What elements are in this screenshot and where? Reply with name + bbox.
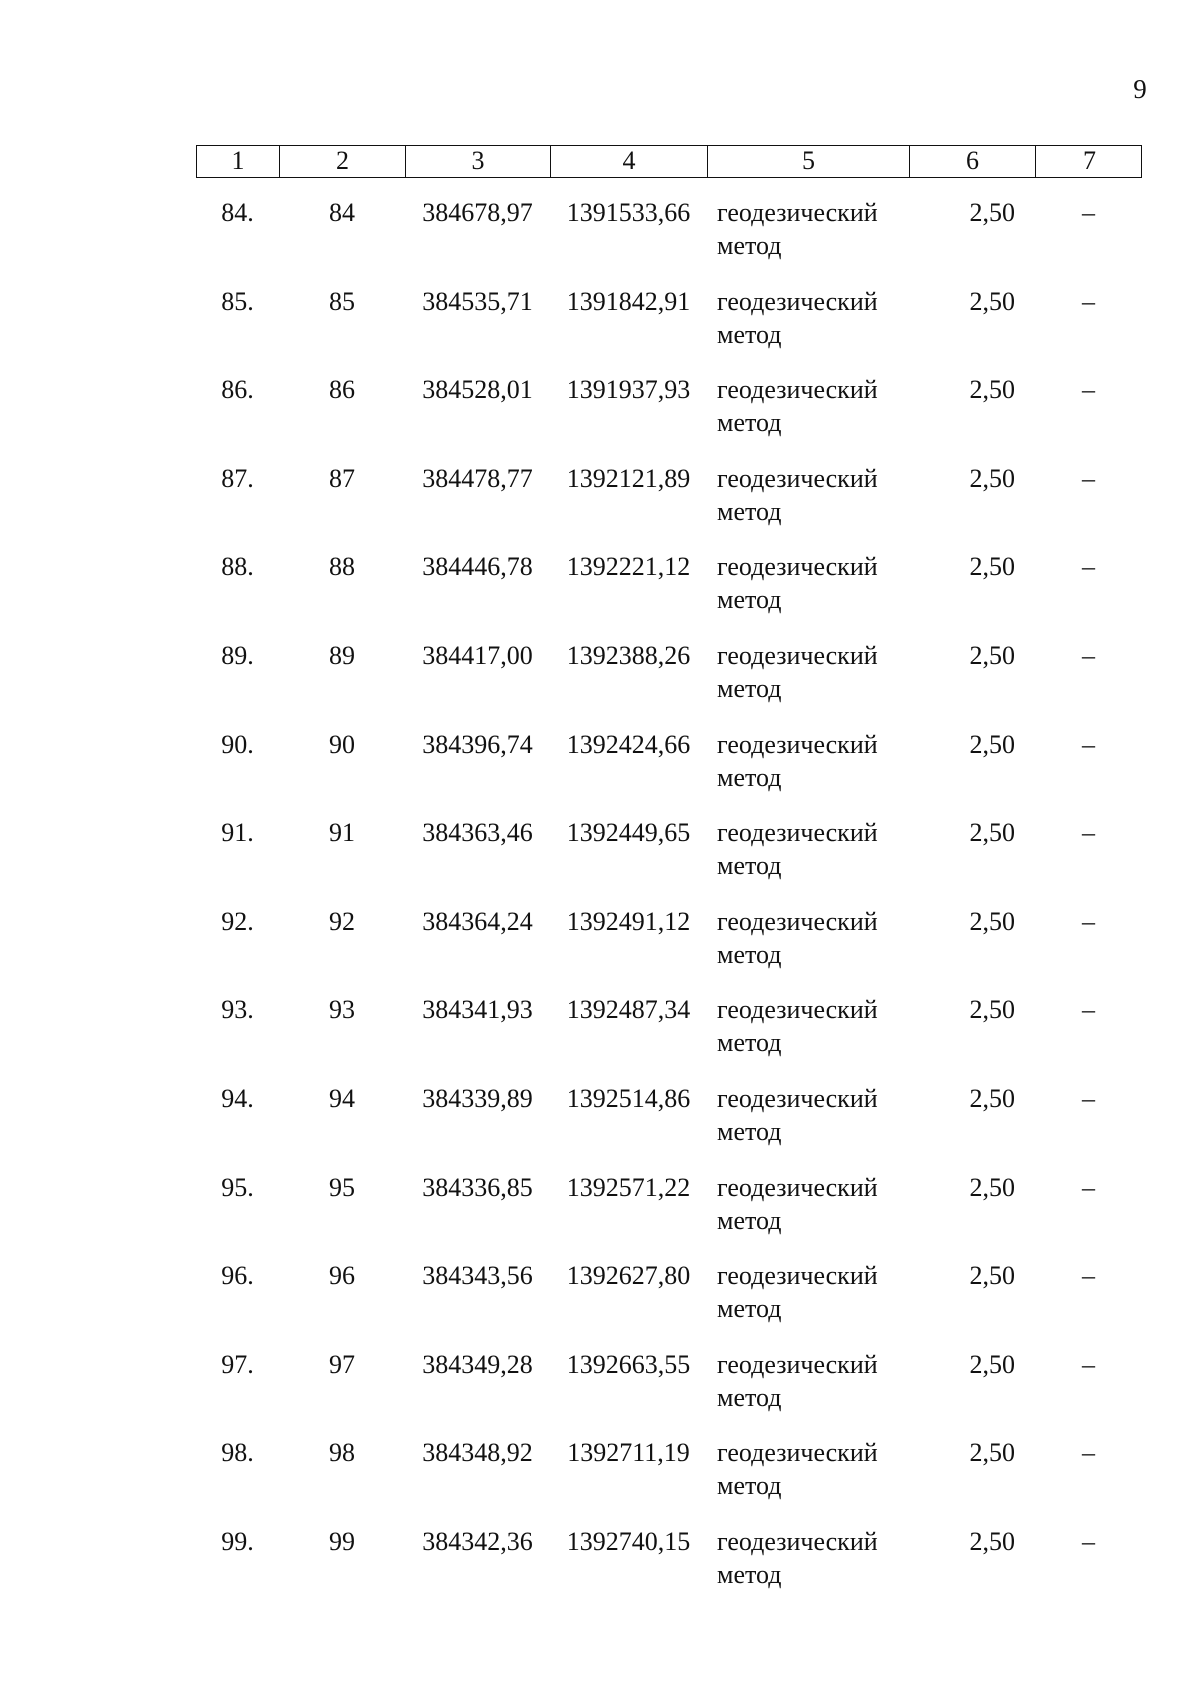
table-row [196,1348,1142,1437]
row-number: 86. [221,375,254,405]
header-cell-3: 3 [406,146,551,177]
point-id: 99 [329,1526,355,1556]
method-line-2: метод [717,1028,782,1058]
header-cell-4: 4 [551,146,708,177]
method-line-2: метод [717,851,782,881]
accuracy: 2,50 [969,729,1015,759]
note: – [1082,286,1095,316]
method-line-1: геодезический [717,729,878,759]
table-row [196,196,1142,285]
table-row [196,728,1142,817]
method [707,285,909,374]
accuracy: 2,50 [969,818,1015,848]
method-line-2: метод [717,1559,782,1589]
coordinate-x: 384363,46 [422,818,533,848]
row-number: 93. [221,995,254,1025]
point-id: 96 [329,1261,355,1291]
method-line-1: геодезический [717,375,878,405]
method [707,905,909,994]
note: – [1082,729,1095,759]
method-line-2: метод [717,762,782,792]
method-line-2: метод [717,408,782,438]
method-line-2: метод [717,1294,782,1324]
coordinate-x: 384678,97 [422,198,533,227]
method-line-2: метод [717,939,782,969]
accuracy: 2,50 [969,1083,1015,1113]
method-line-2: метод [717,319,782,349]
method [707,196,909,285]
accuracy: 2,50 [969,1261,1015,1291]
coordinate-y: 1392449,65 [566,818,691,848]
table-row [196,1171,1142,1260]
coordinate-y: 1392571,22 [566,1172,691,1202]
method-line-1: геодезический [717,1349,878,1379]
method [707,1171,909,1260]
method [707,1259,909,1348]
coordinate-y: 1391937,93 [566,375,691,405]
coordinate-y: 1392491,12 [566,906,691,936]
note: – [1082,198,1095,227]
row-number: 88. [221,552,254,582]
coordinate-x: 384528,01 [422,375,533,405]
method [707,373,909,462]
row-number: 87. [221,463,254,493]
coordinate-x: 384342,36 [422,1526,533,1556]
header-cell-1: 1 [197,146,280,177]
method-line-2: метод [717,1471,782,1501]
note: – [1082,640,1095,670]
row-number: 98. [221,1438,254,1468]
point-id: 90 [329,729,355,759]
coordinate-x: 384349,28 [422,1349,533,1379]
method-line-2: метод [717,231,782,260]
row-number: 89. [221,640,254,670]
table-row [196,1082,1142,1171]
table-row [196,373,1142,462]
method-line-1: геодезический [717,818,878,848]
note: – [1082,1261,1095,1291]
method-line-1: геодезический [717,552,878,582]
coordinate-y: 1391533,66 [566,198,691,227]
coordinate-x: 384396,74 [422,729,533,759]
point-id: 94 [329,1083,355,1113]
coordinate-y: 1392121,89 [566,463,691,493]
table-row [196,1436,1142,1525]
point-id: 97 [329,1349,355,1379]
row-number: 94. [221,1083,254,1113]
method-line-1: геодезический [717,286,878,316]
row-number: 84. [221,198,254,227]
method-line-1: геодезический [717,198,878,227]
note: – [1082,818,1095,848]
coordinate-y: 1392424,66 [566,729,691,759]
method-line-1: геодезический [717,463,878,493]
point-id: 95 [329,1172,355,1202]
row-number: 97. [221,1349,254,1379]
note: – [1082,1526,1095,1556]
coordinate-y: 1392388,26 [566,640,691,670]
method [707,993,909,1082]
point-id: 91 [329,818,355,848]
method-line-1: геодезический [717,640,878,670]
method-line-1: геодезический [717,995,878,1025]
method-line-2: метод [717,585,782,615]
method-line-2: метод [717,673,782,703]
method [707,550,909,639]
method-line-1: геодезический [717,1526,878,1556]
note: – [1082,906,1095,936]
coordinate-x: 384364,24 [422,906,533,936]
method [707,816,909,905]
header-cell-5: 5 [708,146,910,177]
coordinate-y: 1392627,80 [566,1261,691,1291]
method [707,1525,909,1614]
note: – [1082,1438,1095,1468]
row-number: 91. [221,818,254,848]
method [707,639,909,728]
note: – [1082,375,1095,405]
coordinate-x: 384341,93 [422,995,533,1025]
point-id: 98 [329,1438,355,1468]
coordinate-y: 1392740,15 [566,1526,691,1556]
point-id: 89 [329,640,355,670]
method-line-1: геодезический [717,906,878,936]
method [707,1436,909,1525]
coordinate-x: 384336,85 [422,1172,533,1202]
coordinate-y: 1392514,86 [566,1083,691,1113]
table-row [196,816,1142,905]
point-id: 86 [329,375,355,405]
method [707,462,909,551]
coordinate-x: 384339,89 [422,1083,533,1113]
method-line-2: метод [717,1382,782,1412]
header-cell-7: 7 [1083,146,1096,175]
table-row [196,905,1142,994]
table-row [196,550,1142,639]
method [707,728,909,817]
table-header [196,145,1142,178]
method-line-1: геодезический [717,1438,878,1468]
header-cell-2: 2 [280,146,406,177]
table-row [196,285,1142,374]
accuracy: 2,50 [969,198,1015,227]
accuracy: 2,50 [969,463,1015,493]
accuracy: 2,50 [969,1438,1015,1468]
method-line-2: метод [717,1116,782,1146]
coordinate-y: 1392663,55 [566,1349,691,1379]
table-row [196,1525,1142,1614]
note: – [1082,1083,1095,1113]
point-id: 84 [329,198,355,227]
coordinate-x: 384446,78 [422,552,533,582]
point-id: 87 [329,463,355,493]
table-row [196,639,1142,728]
accuracy: 2,50 [969,375,1015,405]
header-cell-6: 6 [910,146,1036,177]
accuracy: 2,50 [969,995,1015,1025]
method-line-1: геодезический [717,1261,878,1291]
table-row [196,1259,1142,1348]
accuracy: 2,50 [969,1172,1015,1202]
note: – [1082,1349,1095,1379]
method [707,1348,909,1437]
coordinate-y: 1391842,91 [566,286,691,316]
accuracy: 2,50 [969,640,1015,670]
row-number: 90. [221,729,254,759]
page-number: 9 [1133,74,1147,104]
table-row [196,462,1142,551]
method-line-1: геодезический [717,1083,878,1113]
note: – [1082,552,1095,582]
accuracy: 2,50 [969,286,1015,316]
point-id: 92 [329,906,355,936]
method-line-1: геодезический [717,1172,878,1202]
row-number: 92. [221,906,254,936]
coordinate-y: 1392221,12 [566,552,691,582]
coordinate-x: 384535,71 [422,286,533,316]
table-body [196,196,1142,1614]
note: – [1082,463,1095,493]
accuracy: 2,50 [969,1526,1015,1556]
coordinate-y: 1392487,34 [566,995,691,1025]
table-row [196,993,1142,1082]
note: – [1082,1172,1095,1202]
row-number: 85. [221,286,254,316]
coordinate-x: 384478,77 [422,463,533,493]
accuracy: 2,50 [969,1349,1015,1379]
coordinate-x: 384343,56 [422,1261,533,1291]
coordinate-x: 384417,00 [422,640,533,670]
row-number: 95. [221,1172,254,1202]
accuracy: 2,50 [969,906,1015,936]
accuracy: 2,50 [969,552,1015,582]
point-id: 88 [329,552,355,582]
method-line-2: метод [717,496,782,526]
row-number: 96. [221,1261,254,1291]
coordinate-y: 1392711,19 [567,1438,690,1468]
method-line-2: метод [717,1205,782,1235]
point-id: 93 [329,995,355,1025]
coordinate-x: 384348,92 [422,1438,533,1468]
note: – [1082,995,1095,1025]
row-number: 99. [221,1526,254,1556]
point-id: 85 [329,286,355,316]
method [707,1082,909,1171]
